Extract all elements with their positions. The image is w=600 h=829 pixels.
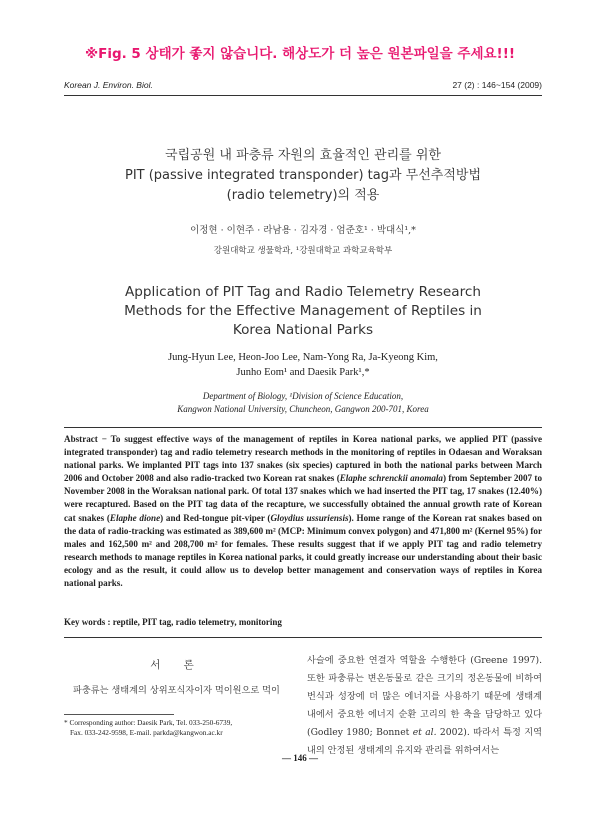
korean-authors: 이정현 · 이현주 · 라남용 · 김자경 · 엄준호¹ · 박대식¹,* bbox=[190, 225, 416, 236]
abstract bbox=[64, 433, 542, 590]
page-number: — 146 — bbox=[282, 753, 318, 763]
english-affiliation-line-2: Kangwon National University, Chuncheon, Gangwon 200-701, Korea bbox=[177, 404, 429, 414]
header-rule bbox=[64, 95, 542, 96]
species-rat-snake: Elaphe schrenckii anomala bbox=[339, 473, 443, 484]
body-left-text: 파충류는 생태계의 상위포식자이자 먹이원으로 먹이 bbox=[73, 685, 280, 696]
korean-title-line-2: PIT (passive integrated transponder) tag과 무선추적방법 bbox=[124, 168, 482, 183]
english-title-line-2: Methods for the Effective Management of Reptiles in bbox=[124, 303, 482, 319]
volume-info: 27 (2) : 146~154 (2009) bbox=[452, 80, 542, 90]
english-affiliation bbox=[64, 390, 542, 416]
abstract-bottom-rule bbox=[64, 637, 542, 638]
section-heading-introduction: 서 론 bbox=[150, 659, 204, 671]
footnote-line-2: Fax. 033-242-9598, E-mail. parkda@kangwon.ac.kr bbox=[70, 728, 223, 737]
resolution-notice: ※Fig. 5 상태가 좋지 않습니다. 해상도가 더 높은 원본파일을 주세요!!! bbox=[84, 46, 516, 62]
footnote-rule bbox=[64, 714, 174, 715]
english-authors bbox=[64, 350, 542, 380]
journal-name: Korean J. Environ. Biol. bbox=[64, 80, 153, 90]
abstract-text-3: ) and Red-tongue pit-viper ( bbox=[160, 512, 271, 523]
species-cat-snake: Elaphe dione bbox=[109, 512, 161, 523]
species-pit-viper: Gloydius ussuriensis bbox=[270, 512, 349, 523]
english-title-line-1: Application of PIT Tag and Radio Telemetry Research bbox=[124, 284, 482, 300]
abstract-text-2: ) from September 2007 to November 2008 in the Woraksan national park. Of total 137 snakes which we had inserted the PIT tag, 17 snakes (12.40%) were recaptured. Based on the PIT tag data of the recapture, we successfully obtained the annual growth rate of Korean cat snakes ( bbox=[64, 473, 542, 523]
english-affiliation-line-1: Department of Biology, ¹Division of Science Education, bbox=[202, 391, 404, 401]
abstract-top-rule bbox=[64, 427, 542, 428]
body-right-text-1: 사슬에 중요한 연결자 역할을 수행한다 (Greene 1997). 또한 파충류는 변온동물로 같은 크기의 정온동물에 비하여 번식과 성장에 더 많은 에너지를 사용하기 때문에 생태계 내에서 중요한 에너지 순환 고리의 한 축을 담당하고 있다 (Godley 1980; Bonnet bbox=[307, 655, 542, 738]
korean-title-line-3: (radio telemetry)의 적용 bbox=[226, 188, 380, 203]
english-authors-line-2: Junho Eom¹ and Daesik Park¹,* bbox=[236, 367, 370, 378]
abstract-text-4: ). Home range of the Korean rat snakes based on the data of radio-tracking was estimated as 389,600 m² (MCP: Minimum convex polygon) and 471,800 m² (Kernel 95%) for males and 162,500 m² and 208,700 m² for females. These results suggest that if we apply PIT tag and radio telemetry research methods to manage reptiles in Korea national parks, it could greatly increase our understanding about their basic ecology and as the result, it could allow us to develop better management and conservation ways of reptiles in Korea national parks. bbox=[64, 512, 542, 589]
body-right-column bbox=[307, 652, 542, 760]
body-right-text-2: 2002). 따라서 특정 지역 내의 안정된 생태계의 유지와 관리를 위하여서는 bbox=[307, 727, 542, 756]
korean-title bbox=[64, 146, 542, 206]
running-head bbox=[64, 80, 542, 94]
english-title-line-3: Korea National Parks bbox=[232, 322, 374, 338]
english-authors-line-1: Jung-Hyun Lee, Heon-Joo Lee, Nam-Yong Ra, Ja-Kyeong Kim, bbox=[168, 352, 438, 363]
keywords: Key words : reptile, PIT tag, radio telemetry, monitoring bbox=[64, 617, 282, 627]
english-title bbox=[64, 283, 542, 340]
footnote bbox=[64, 718, 290, 738]
footnote-line-1: * Corresponding author: Daesik Park, Tel. 033-250-6739, bbox=[64, 718, 233, 727]
body-et-al: et al. bbox=[412, 727, 437, 738]
korean-title-line-1: 국립공원 내 파충류 자원의 효율적인 관리를 위한 bbox=[165, 148, 441, 163]
abstract-text-1: Abstract − To suggest effective ways of the management of reptiles in Korea national parks, we applied PIT (passive integrated transponder) tag and radio telemetry research methods in the monitoring of reptiles in Odaesan and Woraksan national parks. We implanted PIT tags into 137 snakes (six species) captured in both the national parks between March 2006 and October 2008 and also radio-tracked two Korean rat snakes ( bbox=[64, 434, 542, 484]
body-left-column bbox=[64, 656, 290, 700]
korean-affiliation: 강원대학교 생물학과, ¹강원대학교 과학교육학부 bbox=[213, 246, 393, 256]
